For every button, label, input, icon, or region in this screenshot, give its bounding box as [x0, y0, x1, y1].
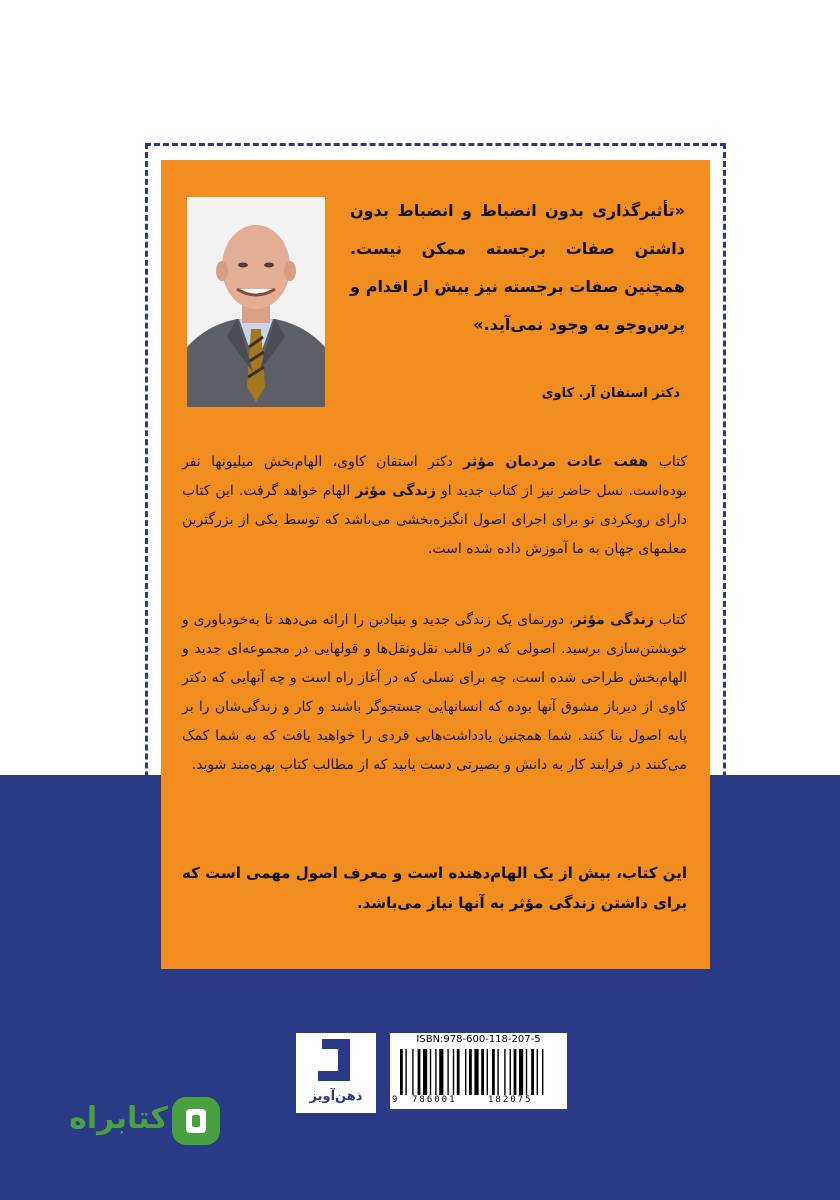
quote-text: «تأثیرگذاری بدون انضباط و انضباط بدون داشتن صفات برجسته ممکن نیست. همچنین صفات برجسته نیز پیش از اقدام و پرس‌وجو به وجود نمی‌آید.» — [350, 201, 685, 334]
publisher-logo — [296, 1033, 376, 1113]
p1-part-c: دکتر استفان کاوی، الهام‌بخش میلیونها نفر بوده‌است. نسل حاضر نیز از کتاب جدید او — [182, 454, 687, 499]
publisher-mark-icon — [296, 1033, 376, 1089]
isbn-barcode — [390, 1033, 567, 1109]
barcode-digits — [390, 1095, 567, 1107]
description-paragraph-1 — [182, 448, 687, 564]
barcode-digit-first: 9 — [392, 1095, 398, 1105]
description-paragraph-2 — [182, 606, 687, 780]
quote-author: دکتر استفان آر. کاوی — [541, 386, 680, 401]
author-photo — [187, 197, 325, 407]
barcode-digit-group2: 182075 — [488, 1095, 533, 1105]
publisher-name: ذهن‌آویز — [309, 1089, 363, 1104]
closing-statement: این کتاب، بیش از یک الهام‌دهنده است و معرف اصول مهمی است که برای داشتن زندگی مؤثر به آنها نیاز می‌باشد. — [182, 864, 687, 912]
book-title-effective-life-2: زندگی مؤثر — [573, 612, 654, 628]
ketabrah-wordmark: کتابراه — [69, 1101, 168, 1136]
p2-part-a: کتاب — [653, 612, 687, 628]
barcode-bars — [400, 1049, 560, 1095]
p1-part-a: کتاب — [648, 454, 687, 470]
p1-part-e: الهام خواهد گرفت. این کتاب دارای رویکردی نو برای اجرای اصول انگیزه‌بخشی می‌باشد که توسط یکی از بزرگترین معلمهای جهان به ما آموزش داده شده است. — [182, 483, 687, 557]
barcode-digit-group1: 786001 — [412, 1095, 457, 1105]
p2-part-c: ، دورنمای یک زندگی جدید و بنیادین را ارائه می‌دهد تا به‌خودباوری و خویشتن‌سازی برسید. اصولی که در قالب نقل‌ونقل‌ها و قولهایی در مجموعه‌ای جدید و الهام‌بخش طراحی شده است، چه برای نسلی که در آغاز راه است و چه آنهایی که دکتر کاوی از دیرباز مشوق آنها بوده که انسانهایی جستجوگر باشند و کار و زندگی‌شان را بر پایه اصول بنا کنند. شما همچنین یادداشت‌هایی فردی را خواهید یافت که به شما کمک می‌کنند در فرایند کار به دانش و بصیرتی دست یابید که از مطالب کتاب بهره‌مند شوید. — [182, 612, 687, 773]
isbn-text: ISBN:978-600-118-207-5 — [416, 1034, 541, 1045]
book-title-seven-habits: هفت عادت مردمان مؤثر — [463, 454, 649, 470]
ketabrah-book-icon — [170, 1095, 222, 1147]
ketabrah-logo — [40, 1093, 220, 1149]
book-title-effective-life: زندگی مؤثر — [355, 483, 436, 499]
